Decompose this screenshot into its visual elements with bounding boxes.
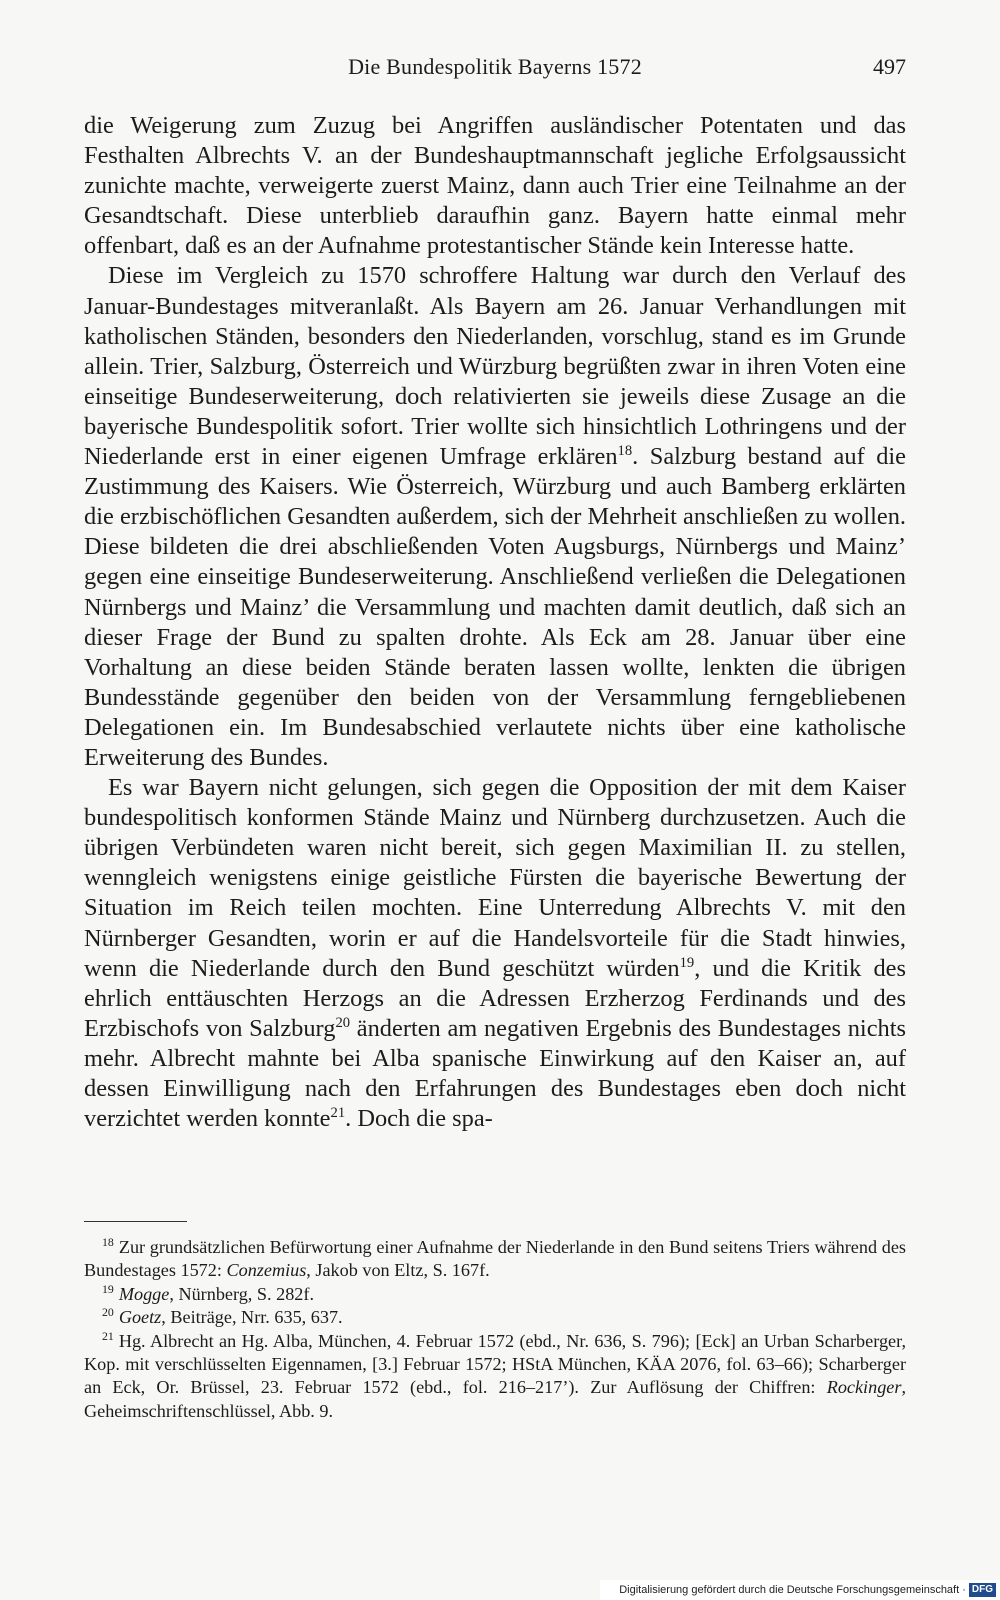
paragraph-2-text-b: . Salzburg bestand auf die Zustimmung des Kaisers. Wie Österreich, Würzburg und auch Bamberg erklärten die erzbischöflichen Gesandten außerdem, sich der Mehrheit anschließen zu wollen. Diese bildeten die drei abschließenden Voten Augsburgs, Nürnbergs und Mainz’ gegen eine einseitige Bundeserweiterung. Anschließend verließen die Delegationen Nürnbergs und Mainz’ die Versammlung und machten damit deutlich, daß sich an dieser Frage der Bund zu spalten drohte. Als Eck am 28. Januar über eine Vorhaltung an diese beiden Stände beraten lassen wollte, lenkten die übrigen Bundesstände gegenüber den beiden von der Versammlung ferngebliebenen Delegationen ein. Im Bundesabschied verlautete nichts über eine katholische Erweiterung des Bundes. [84,443,906,771]
footnote-author: Mogge [118,1283,170,1304]
paragraph-3-text-d: . Doch die spa- [345,1105,493,1133]
footnote-ref-19[interactable]: 19 [679,954,695,971]
paragraph-1-text: die Weigerung zum Zuzug bei Angriffen ausländischer Potentaten und das Festhalten Albrechts V. an der Bundeshauptmannschaft jegliche Erfolgsaussicht zunichte machte, verweigerte zuerst Mainz, dann auch Trier eine Teilnahme an der Gesandtschaft. Diese unterblieb daraufhin ganz. Bayern hatte einmal mehr offenbart, daß es an der Aufnahme protestantischer Stände kein Interesse hatte. [84,112,906,260]
credit-text: Digitalisierung gefördert durch die Deutsche Forschungsgemeinschaft · [619,1584,966,1596]
paragraph-3-text-c: änderten am negativen Ergebnis des Bundestages nichts mehr. Albrecht mahnte bei Alba spanische Einwirkung auf den Kaiser an, auf dessen Einwilligung nach den Erfahrungen des Bundestages eben doch nicht verzichtet werden konnte [84,1014,907,1133]
body-text [84,111,906,1134]
footnote-author: Conzemius [226,1260,307,1281]
dfg-logo: DFG [969,1583,996,1597]
footnote-21 [84,1330,906,1424]
footnote-number: 18 [102,1234,114,1249]
paragraph-2 [84,261,906,773]
footnote-19 [84,1283,906,1306]
footnote-number: 20 [102,1305,114,1320]
footnote-text: , Nürnberg, S. 282f. [169,1283,314,1304]
footnote-text: Zur grundsätzlichen Befürwortung einer Aufnahme der Niederlande in den Bund seitens Triers während des Bundestages 1572: [84,1237,906,1281]
footnote-text: Hg. Albrecht an Hg. Alba, München, 4. Februar 1572 (ebd., Nr. 636, S. 796); [Eck] an Urban Scharberger, Kop. mit verschlüsselten Eigennamen, [3.] Februar 1572; HStA München, KÄA 2076, fol. 63–66); Scharberger an Eck, Or. Brüssel, 23. Februar 1572 (ebd., fol. 216–217’). Zur Auflösung der Chiffren: [84,1330,906,1398]
running-head [84,54,906,84]
running-title: Die Bundespolitik Bayerns 1572 [348,54,642,79]
footnote-author: Goetz [118,1307,162,1328]
footnote-text: , Jakob von Eltz, S. 167f. [306,1260,490,1281]
paragraph-3-text-b: , und die Kritik des ehrlich enttäuschten Herzogs an die Adressen Erzherzog Ferdinands und des Erzbischofs von Salzburg [84,954,906,1042]
footnote-ref-21[interactable]: 21 [330,1104,346,1121]
footnote-ref-18[interactable]: 18 [617,442,633,459]
footnote-text: , Geheimschriftenschlüssel, Abb. 9. [84,1377,906,1421]
footnote-text: , Beiträge, Nrr. 635, 637. [161,1307,343,1328]
paragraph-1 [84,111,906,261]
footnote-ref-20[interactable]: 20 [335,1014,351,1031]
footnote-number: 21 [102,1328,114,1343]
paragraph-2-text-a: Diese im Vergleich zu 1570 schroffere Haltung war durch den Verlauf des Januar-Bundestages mitveranlaßt. Als Bayern am 26. Januar Verhandlungen mit katholischen Ständen, besonders den Niederlanden, vorschlug, stand es im Grunde allein. Trier, Salzburg, Österreich und Würzburg begrüßten zwar in ihren Voten eine einseitige Bundeserweiterung, doch relativierten sie jeweils diese Zusage an die bayerische Bundespolitik sofort. Trier wollte sich hinsichtlich Lothringens und der Niederlande erst in einer eigenen Umfrage erklären [84,262,906,471]
footnote-author: Rockinger [826,1377,902,1398]
page-number: 497 [873,54,906,79]
footnote-20 [84,1306,906,1329]
digitization-credit [600,1580,1000,1600]
footnote-rule [84,1221,187,1222]
footnote-18 [84,1236,906,1283]
paragraph-3 [84,773,906,1134]
paragraph-3-text-a: Es war Bayern nicht gelungen, sich gegen die Opposition der mit dem Kaiser bundespolitisch konformen Stände Mainz und Nürnberg durchzusetzen. Auch die übrigen Verbündeten waren nicht bereit, sich gegen Maximilian II. zu stellen, wenngleich wenigstens einige geistliche Fürsten die bayerische Bewertung der Situation im Reich teilen mochten. Eine Unterredung Albrechts V. mit den Nürnberger Gesandten, worin er auf die Handelsvorteile für die Stadt hinwies, wenn die Niederlande durch den Bund geschützt würden [84,774,906,982]
footnote-number: 19 [102,1281,114,1296]
footnotes [84,1236,906,1423]
